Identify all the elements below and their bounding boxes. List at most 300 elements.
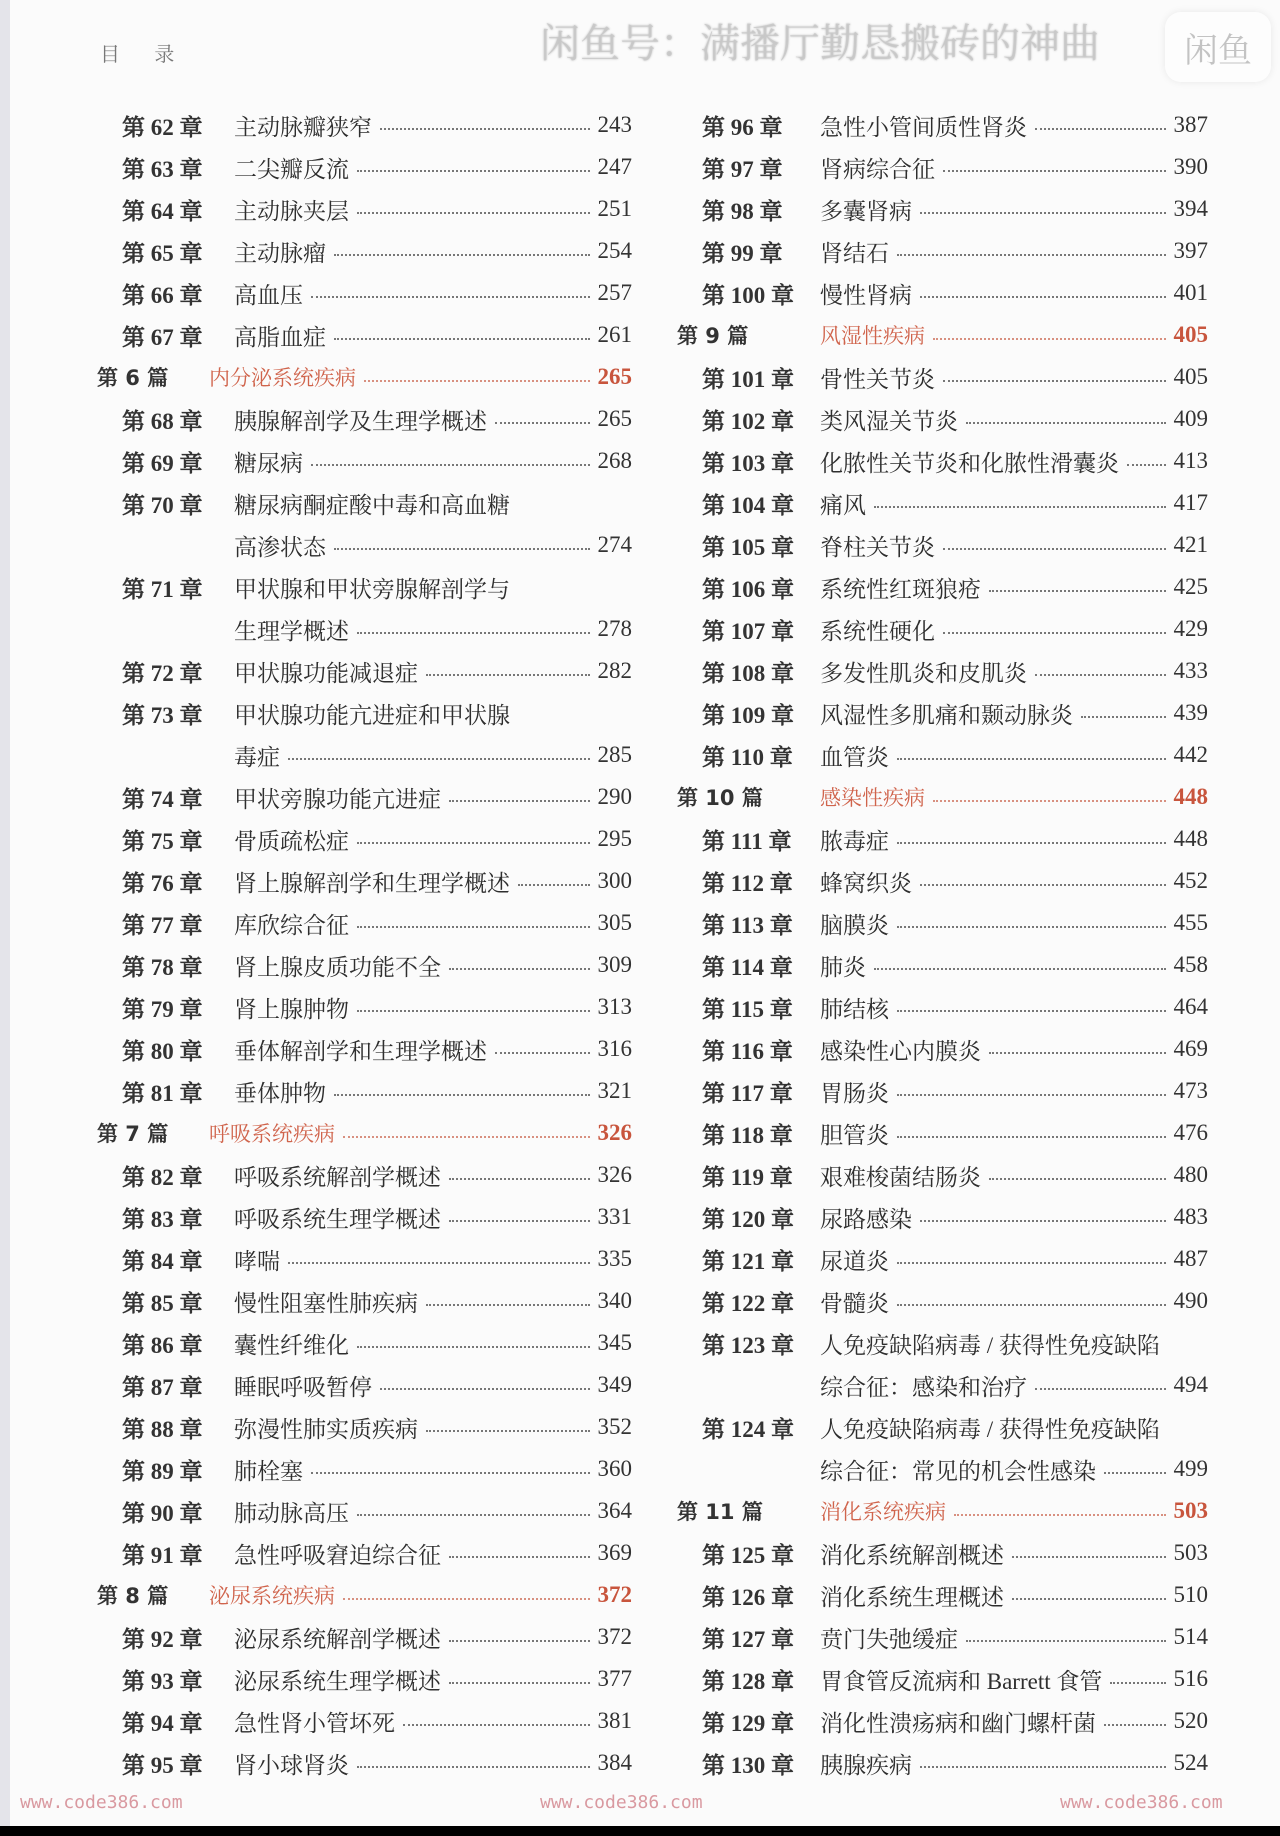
dot-leader	[334, 254, 590, 256]
page-number: 448	[1173, 784, 1208, 809]
chapter-title: 高渗状态	[234, 534, 326, 560]
toc-chapter-row[interactable]	[677, 860, 1208, 902]
dot-leader	[449, 1640, 590, 1642]
chapter-number: 第 73 章	[122, 702, 203, 728]
page-number: 326	[597, 1162, 632, 1187]
toc-chapter-row[interactable]	[97, 1616, 632, 1658]
chapter-number: 第 76 章	[122, 870, 203, 896]
site-watermark: www.code386.com	[20, 1792, 183, 1813]
section-title: 消化系统疾病	[820, 1500, 946, 1524]
dot-leader	[989, 1052, 1166, 1054]
toc-chapter-row[interactable]	[677, 398, 1208, 440]
dot-leader	[1012, 1598, 1166, 1600]
chapter-number: 第 101 章	[702, 366, 794, 392]
chapter-title: 多发性肌炎和皮肌炎	[820, 660, 1027, 686]
dot-leader	[897, 758, 1166, 760]
dot-leader	[495, 422, 590, 424]
chapter-number: 第 64 章	[122, 198, 203, 224]
dot-leader	[357, 170, 590, 172]
toc-chapter-row[interactable]	[677, 1070, 1208, 1112]
chapter-number: 第 77 章	[122, 912, 203, 938]
section-number: 第 10 篇	[677, 786, 763, 810]
chapter-number: 第 126 章	[702, 1584, 794, 1610]
page-number: 340	[597, 1288, 632, 1313]
chapter-title: 脓毒症	[820, 828, 889, 854]
dot-leader	[357, 212, 590, 214]
chapter-title: 胰腺疾病	[820, 1752, 912, 1778]
toc-chapter-row[interactable]	[677, 230, 1208, 272]
toc-chapter-row[interactable]	[677, 1112, 1208, 1154]
page-number: 345	[597, 1330, 632, 1355]
dot-leader	[357, 1010, 590, 1012]
chapter-title: 毒症	[234, 744, 280, 770]
chapter-title: 急性肾小管坏死	[234, 1710, 395, 1736]
page-number: 433	[1173, 658, 1208, 683]
chapter-title: 尿路感染	[820, 1206, 912, 1232]
chapter-number: 第 117 章	[702, 1080, 793, 1106]
chapter-number: 第 92 章	[122, 1626, 203, 1652]
chapter-title: 血管炎	[820, 744, 889, 770]
toc-chapter-row[interactable]	[677, 650, 1208, 692]
chapter-title: 艰难梭菌结肠炎	[820, 1164, 981, 1190]
chapter-title: 主动脉瓣狭窄	[234, 114, 372, 140]
dot-leader	[943, 548, 1166, 550]
dot-leader	[449, 1220, 590, 1222]
chapter-number: 第 75 章	[122, 828, 203, 854]
page-number: 274	[597, 532, 632, 557]
toc-chapter-row[interactable]	[97, 1532, 632, 1574]
chapter-title: 垂体解剖学和生理学概述	[234, 1038, 487, 1064]
page-number: 285	[597, 742, 632, 767]
page-number: 349	[597, 1372, 632, 1397]
bottom-black-bar	[0, 1826, 1280, 1836]
dot-leader	[1104, 1724, 1166, 1726]
toc-chapter-row[interactable]	[677, 1154, 1208, 1196]
chapter-title: 胰腺解剖学及生理学概述	[234, 408, 487, 434]
dot-leader	[357, 1766, 590, 1768]
chapter-title: 人免疫缺陷病毒 / 获得性免疫缺陷	[820, 1332, 1160, 1358]
chapter-number: 第 122 章	[702, 1290, 794, 1316]
chapter-number: 第 89 章	[122, 1458, 203, 1484]
toc-chapter-row[interactable]	[97, 692, 632, 734]
page-number: 473	[1173, 1078, 1208, 1103]
toc-chapter-row[interactable]	[677, 902, 1208, 944]
toc-chapter-row[interactable]	[97, 1448, 632, 1490]
page-number: 268	[597, 448, 632, 473]
chapter-title: 骨髓炎	[820, 1290, 889, 1316]
chapter-number: 第 68 章	[122, 408, 203, 434]
toc-chapter-row[interactable]	[97, 1490, 632, 1532]
toc-continuation-row[interactable]	[677, 1364, 1208, 1406]
dot-leader	[897, 1304, 1166, 1306]
toc-chapter-row[interactable]	[677, 566, 1208, 608]
chapter-number: 第 63 章	[122, 156, 203, 182]
dot-leader	[943, 170, 1166, 172]
toc-chapter-row[interactable]	[97, 902, 632, 944]
chapter-number: 第 66 章	[122, 282, 203, 308]
dot-leader	[426, 1430, 590, 1432]
toc-chapter-row[interactable]	[677, 1616, 1208, 1658]
chapter-number: 第 98 章	[702, 198, 783, 224]
toc-chapter-row[interactable]	[97, 1196, 632, 1238]
chapter-number: 第 111 章	[702, 828, 792, 854]
toc-chapter-row[interactable]	[97, 146, 632, 188]
chapter-title: 骨性关节炎	[820, 366, 935, 392]
dot-leader	[518, 884, 590, 886]
toc-chapter-row[interactable]	[97, 1070, 632, 1112]
dot-leader	[426, 1304, 590, 1306]
chapter-title: 高血压	[234, 282, 303, 308]
page-number: 364	[597, 1498, 632, 1523]
chapter-number: 第 96 章	[702, 114, 783, 140]
chapter-title: 人免疫缺陷病毒 / 获得性免疫缺陷	[820, 1416, 1160, 1442]
chapter-title: 囊性纤维化	[234, 1332, 349, 1358]
toc-section-row[interactable]	[677, 1490, 1208, 1532]
page-number: 394	[1173, 196, 1208, 221]
dot-leader	[954, 1514, 1166, 1516]
dot-leader	[357, 632, 590, 634]
chapter-title: 消化性溃疡病和幽门螺杆菌	[820, 1710, 1096, 1736]
toc-chapter-row[interactable]	[97, 1406, 632, 1448]
chapter-number: 第 97 章	[702, 156, 783, 182]
toc-chapter-row[interactable]	[97, 1154, 632, 1196]
toc-chapter-row[interactable]	[677, 1742, 1208, 1784]
page-number: 487	[1173, 1246, 1208, 1271]
chapter-number: 第 67 章	[122, 324, 203, 350]
toc-chapter-row[interactable]	[97, 440, 632, 482]
dot-leader	[449, 800, 590, 802]
chapter-title: 哮喘	[234, 1248, 280, 1274]
toc-section-row[interactable]	[677, 776, 1208, 818]
toc-chapter-row[interactable]	[677, 818, 1208, 860]
chapter-number: 第 120 章	[702, 1206, 794, 1232]
chapter-title: 类风湿关节炎	[820, 408, 958, 434]
toc-chapter-row[interactable]	[97, 272, 632, 314]
toc-continuation-row[interactable]	[97, 734, 632, 776]
chapter-number: 第 118 章	[702, 1122, 793, 1148]
page-number: 425	[1173, 574, 1208, 599]
dot-leader	[943, 632, 1166, 634]
dot-leader	[874, 506, 1166, 508]
chapter-title: 消化系统解剖概述	[820, 1542, 1004, 1568]
dot-leader	[1035, 128, 1166, 130]
chapter-title: 呼吸系统解剖学概述	[234, 1164, 441, 1190]
page-number: 390	[1173, 154, 1208, 179]
toc-section-row[interactable]	[97, 1574, 632, 1616]
dot-leader	[1104, 1472, 1166, 1474]
toc-chapter-row[interactable]	[97, 230, 632, 272]
toc-section-row[interactable]	[97, 1112, 632, 1154]
toc-chapter-row[interactable]	[677, 1322, 1208, 1364]
chapter-title: 泌尿系统生理学概述	[234, 1668, 441, 1694]
toc-chapter-row[interactable]	[97, 1742, 632, 1784]
dot-leader	[874, 968, 1166, 970]
chapter-number: 第 116 章	[702, 1038, 793, 1064]
page-number: 397	[1173, 238, 1208, 263]
chapter-title: 肺炎	[820, 954, 866, 980]
toc-chapter-row[interactable]	[97, 482, 632, 524]
dot-leader	[311, 1472, 590, 1474]
page-number: 352	[597, 1414, 632, 1439]
chapter-title: 感染性心内膜炎	[820, 1038, 981, 1064]
toc-left-column	[97, 104, 632, 1784]
dot-leader	[357, 842, 590, 844]
page-number: 409	[1173, 406, 1208, 431]
toc-continuation-row[interactable]	[97, 608, 632, 650]
chapter-number: 第 107 章	[702, 618, 794, 644]
toc-chapter-row[interactable]	[677, 734, 1208, 776]
toc-chapter-row[interactable]	[97, 944, 632, 986]
chapter-title: 糖尿病	[234, 450, 303, 476]
chapter-title: 风湿性多肌痛和颞动脉炎	[820, 702, 1073, 728]
chapter-title: 化脓性关节炎和化脓性滑囊炎	[820, 450, 1119, 476]
toc-chapter-row[interactable]	[97, 314, 632, 356]
dot-leader	[357, 926, 590, 928]
toc-continuation-row[interactable]	[677, 1448, 1208, 1490]
page-number: 520	[1173, 1708, 1208, 1733]
toc-chapter-row[interactable]	[97, 818, 632, 860]
toc-chapter-row[interactable]	[97, 860, 632, 902]
page-number: 405	[1173, 322, 1208, 347]
toc-chapter-row[interactable]	[677, 1238, 1208, 1280]
chapter-title: 慢性肾病	[820, 282, 912, 308]
page-number: 360	[597, 1456, 632, 1481]
section-title: 风湿性疾病	[820, 324, 925, 348]
toc-chapter-row[interactable]	[97, 776, 632, 818]
page-number: 469	[1173, 1036, 1208, 1061]
chapter-title: 库欣综合征	[234, 912, 349, 938]
chapter-title: 胃肠炎	[820, 1080, 889, 1106]
dot-leader	[897, 1010, 1166, 1012]
page-number: 480	[1173, 1162, 1208, 1187]
page-number: 455	[1173, 910, 1208, 935]
section-title: 泌尿系统疾病	[209, 1584, 335, 1608]
dot-leader	[897, 1262, 1166, 1264]
chapter-number: 第 102 章	[702, 408, 794, 434]
chapter-title: 痛风	[820, 492, 866, 518]
page-number: 290	[597, 784, 632, 809]
toc-chapter-row[interactable]	[97, 1322, 632, 1364]
chapter-title: 综合征：感染和治疗	[820, 1374, 1027, 1400]
chapter-title: 呼吸系统生理学概述	[234, 1206, 441, 1232]
chapter-title: 脑膜炎	[820, 912, 889, 938]
toc-chapter-row[interactable]	[677, 608, 1208, 650]
chapter-title: 肺栓塞	[234, 1458, 303, 1484]
page-number: 464	[1173, 994, 1208, 1019]
chapter-number: 第 80 章	[122, 1038, 203, 1064]
dot-leader	[449, 1682, 590, 1684]
dot-leader	[380, 128, 590, 130]
toc-chapter-row[interactable]	[677, 1658, 1208, 1700]
chapter-title: 肾上腺皮质功能不全	[234, 954, 441, 980]
dot-leader	[989, 590, 1166, 592]
page-number: 278	[597, 616, 632, 641]
toc-chapter-row[interactable]	[677, 1700, 1208, 1742]
dot-leader	[343, 1598, 590, 1600]
page-number: 335	[597, 1246, 632, 1271]
toc-chapter-row[interactable]	[677, 146, 1208, 188]
chapter-title: 肾病综合征	[820, 156, 935, 182]
page-number: 429	[1173, 616, 1208, 641]
page-number: 372	[597, 1582, 632, 1607]
page-number: 494	[1173, 1372, 1208, 1397]
toc-chapter-row[interactable]	[97, 188, 632, 230]
dot-leader	[989, 1178, 1166, 1180]
toc-chapter-row[interactable]	[97, 1028, 632, 1070]
chapter-title: 胃食管反流病和 Barrett 食管	[820, 1668, 1103, 1694]
toc-chapter-row[interactable]	[97, 1364, 632, 1406]
section-number: 第 9 篇	[677, 324, 749, 348]
dot-leader	[334, 1094, 590, 1096]
toc-chapter-row[interactable]	[97, 104, 632, 146]
section-number: 第 11 篇	[677, 1500, 763, 1524]
chapter-number: 第 106 章	[702, 576, 794, 602]
page-number: 251	[597, 196, 632, 221]
toc-chapter-row[interactable]	[97, 1658, 632, 1700]
dot-leader	[1012, 1556, 1166, 1558]
chapter-number: 第 128 章	[702, 1668, 794, 1694]
toc-chapter-row[interactable]	[677, 692, 1208, 734]
chapter-title: 主动脉夹层	[234, 198, 349, 224]
dot-leader	[1081, 716, 1166, 718]
toc-chapter-row[interactable]	[97, 650, 632, 692]
page-number: 490	[1173, 1288, 1208, 1313]
chapter-number: 第 69 章	[122, 450, 203, 476]
chapter-number: 第 119 章	[702, 1164, 793, 1190]
toc-section-row[interactable]	[97, 356, 632, 398]
page-number: 247	[597, 154, 632, 179]
chapter-title: 泌尿系统解剖学概述	[234, 1626, 441, 1652]
page-number: 524	[1173, 1750, 1208, 1775]
toc-chapter-row[interactable]	[677, 1028, 1208, 1070]
dot-leader	[357, 1346, 590, 1348]
chapter-title: 肺结核	[820, 996, 889, 1022]
page-number: 295	[597, 826, 632, 851]
toc-chapter-row[interactable]	[97, 1700, 632, 1742]
dot-leader	[495, 1052, 590, 1054]
dot-leader	[1035, 674, 1166, 676]
toc-chapter-row[interactable]	[97, 398, 632, 440]
chapter-number: 第 112 章	[702, 870, 793, 896]
toc-chapter-row[interactable]	[677, 104, 1208, 146]
toc-chapter-row[interactable]	[677, 440, 1208, 482]
chapter-number: 第 125 章	[702, 1542, 794, 1568]
chapter-number: 第 103 章	[702, 450, 794, 476]
chapter-number: 第 123 章	[702, 1332, 794, 1358]
dot-leader	[426, 674, 590, 676]
chapter-number: 第 86 章	[122, 1332, 203, 1358]
xianyu-logo-watermark: 闲鱼	[1165, 12, 1271, 82]
toc-chapter-row[interactable]	[677, 272, 1208, 314]
chapter-number: 第 105 章	[702, 534, 794, 560]
page-number: 254	[597, 238, 632, 263]
page-number: 448	[1173, 826, 1208, 851]
site-watermark: www.code386.com	[540, 1792, 703, 1813]
dot-leader	[920, 1220, 1166, 1222]
page-number: 458	[1173, 952, 1208, 977]
dot-leader	[288, 758, 590, 760]
toc-right-column	[677, 104, 1208, 1784]
chapter-number: 第 91 章	[122, 1542, 203, 1568]
toc-chapter-row[interactable]	[677, 1196, 1208, 1238]
page-number: 384	[597, 1750, 632, 1775]
toc-chapter-row[interactable]	[677, 1574, 1208, 1616]
dot-leader	[334, 548, 590, 550]
page-number: 476	[1173, 1120, 1208, 1145]
chapter-number: 第 85 章	[122, 1290, 203, 1316]
toc-section-row[interactable]	[677, 314, 1208, 356]
dot-leader	[920, 1766, 1166, 1768]
page-number: 514	[1173, 1624, 1208, 1649]
page-number: 316	[597, 1036, 632, 1061]
dot-leader	[966, 422, 1166, 424]
dot-leader	[897, 926, 1166, 928]
toc-chapter-row[interactable]	[677, 524, 1208, 566]
page-number: 305	[597, 910, 632, 935]
toc-chapter-row[interactable]	[97, 986, 632, 1028]
chapter-title: 甲状腺功能亢进症和甲状腺	[234, 702, 510, 728]
dot-leader	[403, 1724, 590, 1726]
chapter-number: 第 82 章	[122, 1164, 203, 1190]
toc-chapter-row[interactable]	[677, 1532, 1208, 1574]
page-number: 417	[1173, 490, 1208, 515]
toc-chapter-row[interactable]	[97, 1238, 632, 1280]
page-number: 405	[1173, 364, 1208, 389]
dot-leader	[897, 1136, 1166, 1138]
chapter-title: 高脂血症	[234, 324, 326, 350]
chapter-title: 胆管炎	[820, 1122, 889, 1148]
toc-chapter-row[interactable]	[677, 356, 1208, 398]
chapter-title: 慢性阻塞性肺疾病	[234, 1290, 418, 1316]
page-number: 321	[597, 1078, 632, 1103]
toc-chapter-row[interactable]	[677, 1406, 1208, 1448]
chapter-title: 垂体肿物	[234, 1080, 326, 1106]
section-title: 感染性疾病	[820, 786, 925, 810]
dot-leader	[943, 380, 1166, 382]
chapter-title: 综合征：常见的机会性感染	[820, 1458, 1096, 1484]
toc-chapter-row[interactable]	[677, 986, 1208, 1028]
page-number: 381	[597, 1708, 632, 1733]
chapter-number: 第 84 章	[122, 1248, 203, 1274]
toc-chapter-row[interactable]	[97, 566, 632, 608]
toc-chapter-row[interactable]	[97, 1280, 632, 1322]
page-number: 300	[597, 868, 632, 893]
chapter-title: 生理学概述	[234, 618, 349, 644]
toc-chapter-row[interactable]	[677, 482, 1208, 524]
chapter-number: 第 62 章	[122, 114, 203, 140]
chapter-title: 肺动脉高压	[234, 1500, 349, 1526]
page-number: 413	[1173, 448, 1208, 473]
chapter-title: 甲状腺和甲状旁腺解剖学与	[234, 576, 510, 602]
section-title: 内分泌系统疾病	[209, 366, 356, 390]
dot-leader	[380, 1388, 590, 1390]
chapter-title: 多囊肾病	[820, 198, 912, 224]
chapter-title: 骨质疏松症	[234, 828, 349, 854]
chapter-number: 第 93 章	[122, 1668, 203, 1694]
toc-chapter-row[interactable]	[677, 188, 1208, 230]
toc-continuation-row[interactable]	[97, 524, 632, 566]
chapter-title: 甲状腺功能减退症	[234, 660, 418, 686]
toc-chapter-row[interactable]	[677, 944, 1208, 986]
section-title: 呼吸系统疾病	[209, 1122, 335, 1146]
chapter-number: 第 109 章	[702, 702, 794, 728]
dot-leader	[449, 968, 590, 970]
dot-leader	[1110, 1682, 1165, 1684]
chapter-number: 第 124 章	[702, 1416, 794, 1442]
toc-chapter-row[interactable]	[677, 1280, 1208, 1322]
chapter-number: 第 104 章	[702, 492, 794, 518]
dot-leader	[288, 1262, 590, 1264]
